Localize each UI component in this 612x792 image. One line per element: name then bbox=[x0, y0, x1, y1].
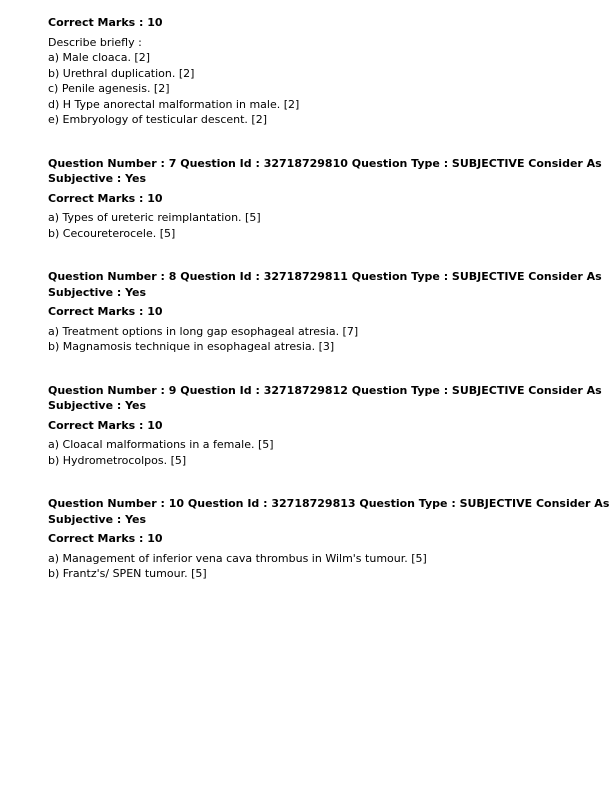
question-header: Question Number : 8 Question Id : 32718729811 Question Type : SUBJECTIVE Consider As bbox=[48, 270, 602, 283]
question-item: a) Cloacal malformations in a female. [5] bbox=[48, 438, 274, 451]
question-header-subjective: Subjective : Yes bbox=[48, 285, 147, 299]
question-item: e) Embryology of testicular descent. [2] bbox=[48, 113, 268, 126]
question-header-subjective: Subjective : Yes bbox=[48, 399, 147, 412]
question-header-subjective: Subjective : Yes bbox=[48, 512, 147, 526]
question-header: Question Number : 9 Question Id : 32718729812 Question Type : SUBJECTIVE Consider As bbox=[48, 383, 602, 397]
question-item: a) Treatment options in long gap esophageal atresia. [7] bbox=[48, 324, 359, 338]
correct-marks: Correct Marks : 10 bbox=[48, 532, 163, 545]
correct-marks: Correct Marks : 10 bbox=[48, 16, 163, 29]
question-item: a) Types of ureteric reimplantation. [5] bbox=[48, 211, 261, 224]
question-header: Question Number : 10 Question Id : 32718729813 Question Type : SUBJECTIVE Consider As bbox=[48, 497, 610, 510]
correct-marks: Correct Marks : 10 bbox=[48, 191, 163, 205]
question-header-subjective: Subjective : Yes bbox=[48, 172, 147, 185]
question-item: b) Hydrometrocolpos. [5] bbox=[48, 453, 187, 467]
question-10 bbox=[48, 496, 610, 582]
question-header: Question Number : 7 Question Id : 32718729810 Question Type : SUBJECTIVE Consider As bbox=[48, 156, 602, 170]
question-8 bbox=[48, 269, 602, 355]
question-item: b) Magnamosis technique in esophageal atresia. [3] bbox=[48, 340, 335, 353]
correct-marks: Correct Marks : 10 bbox=[48, 418, 163, 432]
question-item: c) Penile agenesis. [2] bbox=[48, 82, 170, 95]
question-intro: Describe briefly : bbox=[48, 35, 142, 49]
correct-marks: Correct Marks : 10 bbox=[48, 305, 163, 318]
question-6-tail bbox=[48, 15, 568, 128]
document-page bbox=[48, 15, 610, 582]
question-item: b) Cecoureterocele. [5] bbox=[48, 226, 176, 240]
question-item: b) Urethral duplication. [2] bbox=[48, 66, 195, 80]
question-item: d) H Type anorectal malformation in male. [2] bbox=[48, 97, 300, 111]
question-item: b) Frantz's/ SPEN tumour. [5] bbox=[48, 567, 207, 580]
question-7 bbox=[48, 156, 602, 242]
question-item: a) Male cloaca. [2] bbox=[48, 51, 151, 64]
question-9 bbox=[48, 383, 602, 469]
question-item: a) Management of inferior vena cava thrombus in Wilm's tumour. [5] bbox=[48, 551, 427, 565]
